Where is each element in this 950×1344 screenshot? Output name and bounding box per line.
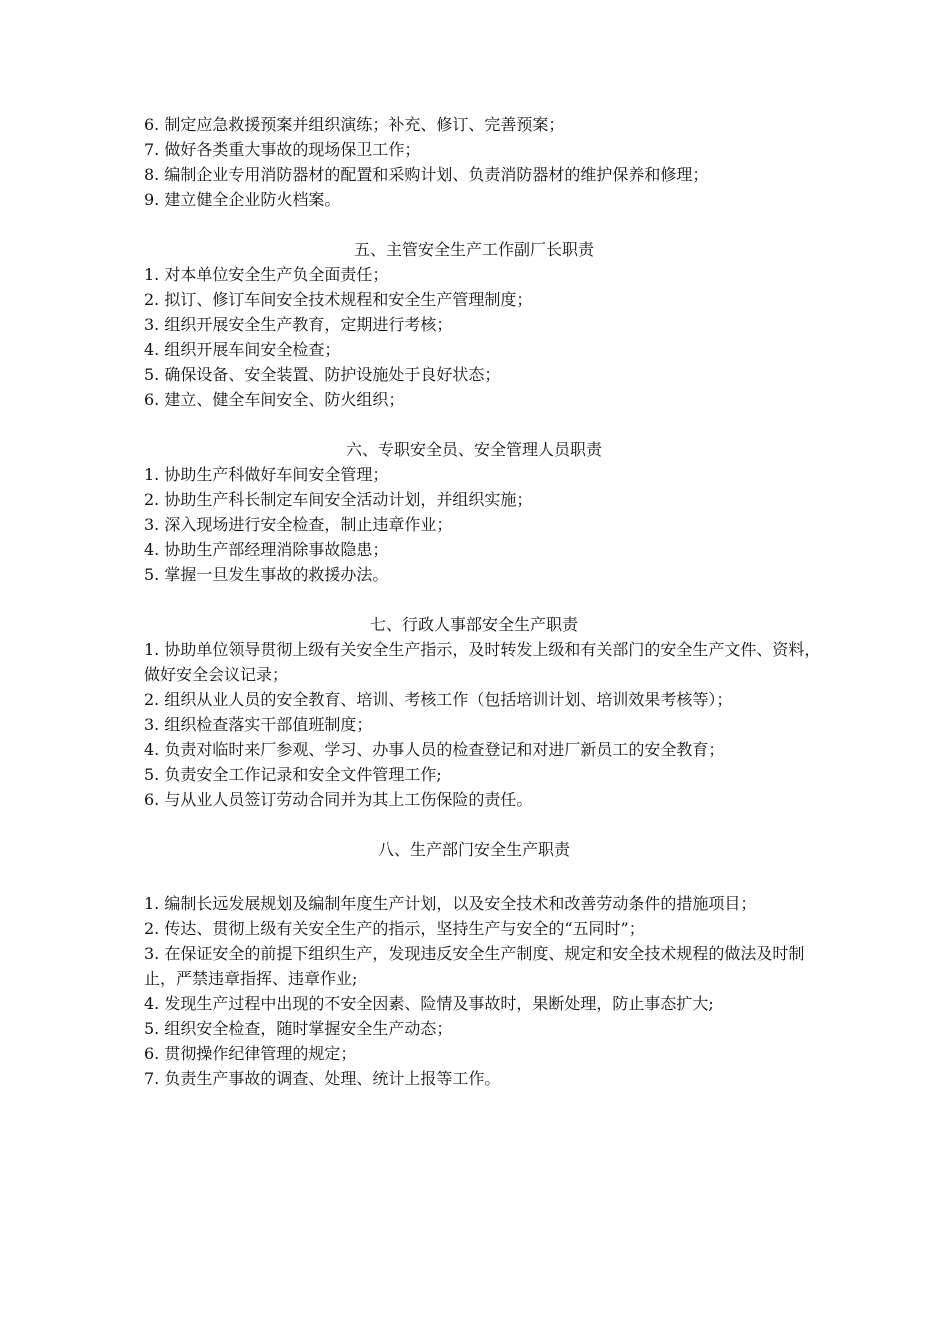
list-item: 3. 组织开展安全生产教育，定期进行考核；: [144, 315, 453, 334]
section-heading: 七、行政人事部安全生产职责: [369, 615, 578, 634]
list-item: 4. 组织开展车间安全检查；: [144, 340, 341, 359]
list-item: 5. 负责安全工作记录和安全文件管理工作;: [144, 765, 442, 784]
list-item: 1. 协助单位领导贯彻上级有关安全生产指示，及时转发上级和有关部门的安全生产文件、资料，做好安全会议记录；: [144, 640, 821, 684]
spacer: [144, 212, 824, 237]
list-item: 3. 深入现场进行安全检查，制止违章作业；: [144, 515, 453, 534]
list-item: 5. 掌握一旦发生事故的救援办法。: [144, 565, 389, 584]
list-item: 6. 贯彻操作纪律管理的规定；: [144, 1044, 357, 1063]
list-item: 1. 编制长远发展规划及编制年度生产计划，以及安全技术和改善劳动条件的措施项目；: [144, 894, 757, 913]
section-heading: 六、专职安全员、安全管理人员职责: [345, 440, 602, 459]
spacer: [144, 812, 824, 837]
list-item: 1. 协助生产科做好车间安全管理；: [144, 465, 389, 484]
section-heading: 五、主管安全生产工作副厂长职责: [353, 240, 594, 259]
list-item: 4. 发现生产过程中出现的不安全因素、险情及事故时，果断处理，防止事态扩大;: [144, 994, 714, 1013]
list-item: 7. 负责生产事故的调查、处理、统计上报等工作。: [144, 1069, 501, 1088]
section-prev-list: [144, 112, 824, 212]
list-item: 4. 协助生产部经理消除事故隐患；: [144, 540, 389, 559]
list-item: 2. 组织从业人员的安全教育、培训、考核工作（包括培训计划、培训效果考核等）；: [144, 690, 733, 709]
list-item: 2. 传达、贯彻上级有关安全生产的指示，坚持生产与安全的“五同时”；: [144, 919, 645, 938]
list-item: 8. 编制企业专用消防器材的配置和采购计划、负责消防器材的维护保养和修理；: [144, 165, 709, 184]
list-item: 5. 确保设备、安全装置、防护设施处于良好状态；: [144, 365, 501, 384]
list-item: 9. 建立健全企业防火档案。: [144, 190, 341, 209]
list-item: 3. 在保证安全的前提下组织生产，发现违反安全生产制度、规定和安全技术规程的做法及时制止，严禁违章指挥、违章作业;: [144, 944, 805, 988]
section-5: [144, 237, 824, 412]
spacer: [144, 587, 824, 612]
list-item: 6. 建立、健全车间安全、防火组织；: [144, 390, 405, 409]
list-item: 7. 做好各类重大事故的现场保卫工作；: [144, 140, 421, 159]
section-6: [144, 437, 824, 587]
list-item: 1. 对本单位安全生产负全面责任；: [144, 265, 389, 284]
list-item: 5. 组织安全检查，随时掌握安全生产动态；: [144, 1019, 453, 1038]
section-8: [144, 837, 824, 1091]
section-heading: 八、生产部门安全生产职责: [377, 840, 570, 859]
list-item: 2. 拟订、修订车间安全技术规程和安全生产管理制度；: [144, 290, 533, 309]
document-page: [144, 112, 824, 1091]
list-item: 6. 制定应急救援预案并组织演练；补充、修订、完善预案；: [144, 115, 565, 134]
spacer: [144, 862, 824, 891]
spacer: [144, 412, 824, 437]
list-item: 4. 负责对临时来厂参观、学习、办事人员的检查登记和对进厂新员工的安全教育；: [144, 740, 725, 759]
section-7: [144, 612, 824, 812]
list-item: 6. 与从业人员签订劳动合同并为其上工伤保险的责任。: [144, 790, 533, 809]
list-item: 2. 协助生产科长制定车间安全活动计划，并组织实施；: [144, 490, 533, 509]
list-item: 3. 组织检查落实干部值班制度；: [144, 715, 373, 734]
